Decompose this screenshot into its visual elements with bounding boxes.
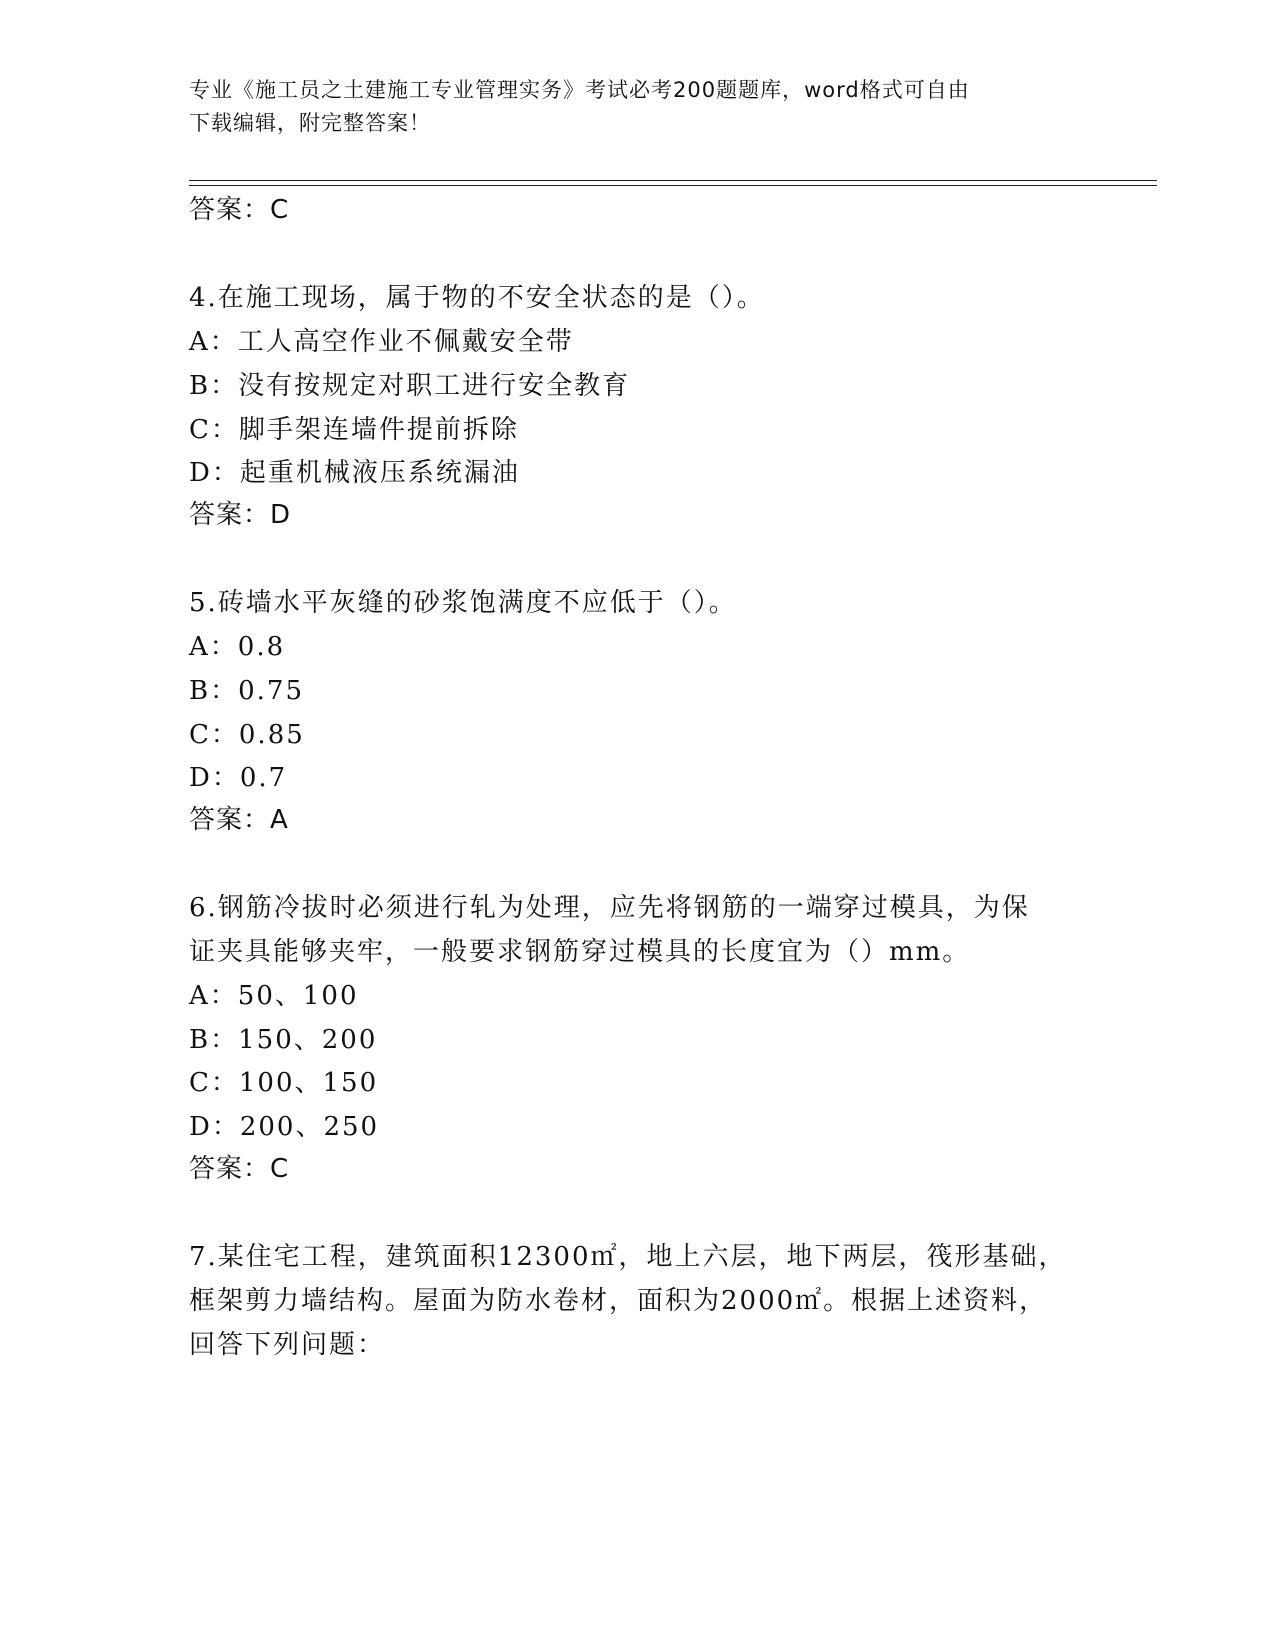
question-stem: 5.砖墙水平灰缝的砂浆饱满度不应低于（）。 bbox=[189, 588, 737, 618]
option-b: B：没有按规定对职工进行安全教育 bbox=[189, 371, 631, 401]
option-a: A：工人高空作业不佩戴安全带 bbox=[189, 327, 574, 357]
question-stem: 4.在施工现场，属于物的不安全状态的是（）。 bbox=[189, 283, 765, 313]
option-c: C：脚手架连墙件提前拆除 bbox=[189, 415, 519, 445]
option-c: C：100、150 bbox=[189, 1068, 379, 1098]
option-d: D：200、250 bbox=[189, 1112, 380, 1142]
header-divider-bottom bbox=[189, 185, 1157, 186]
option-d: D：0.7 bbox=[189, 763, 288, 793]
question-stem: 6.钢筋冷拔时必须进行轧为处理，应先将钢筋的一端穿过模具，为保 bbox=[189, 893, 1030, 923]
header-divider-top bbox=[189, 180, 1157, 181]
answer-text: 答案：A bbox=[189, 805, 289, 835]
answer-text: 答案：D bbox=[189, 500, 292, 530]
header-line-2: 下载编辑，附完整答案！ bbox=[189, 111, 431, 135]
answer-text: 答案：C bbox=[189, 1154, 290, 1184]
header-line-1: 专业《施工员之土建施工专业管理实务》考试必考200题题库，word格式可自由 bbox=[189, 78, 970, 102]
document-header bbox=[189, 74, 1089, 140]
option-a: A：50、100 bbox=[189, 981, 359, 1011]
answer-text: 答案：C bbox=[189, 195, 290, 225]
option-d: D：起重机械液压系统漏油 bbox=[189, 458, 520, 488]
question-stem-continued: 证夹具能够夹牢，一般要求钢筋穿过模具的长度宜为（）mm。 bbox=[189, 937, 971, 967]
question-stem: 7.某住宅工程，建筑面积12300㎡，地上六层，地下两层，筏形基础， bbox=[189, 1242, 1067, 1272]
option-b: B：150、200 bbox=[189, 1025, 378, 1055]
question-stem-continued: 回答下列问题： bbox=[189, 1330, 386, 1360]
option-b: B：0.75 bbox=[189, 676, 304, 706]
option-c: C：0.85 bbox=[189, 720, 305, 750]
question-stem-continued: 框架剪力墙结构。屋面为防水卷材，面积为2000㎡。根据上述资料， bbox=[189, 1286, 1048, 1316]
option-a: A：0.8 bbox=[189, 632, 286, 662]
